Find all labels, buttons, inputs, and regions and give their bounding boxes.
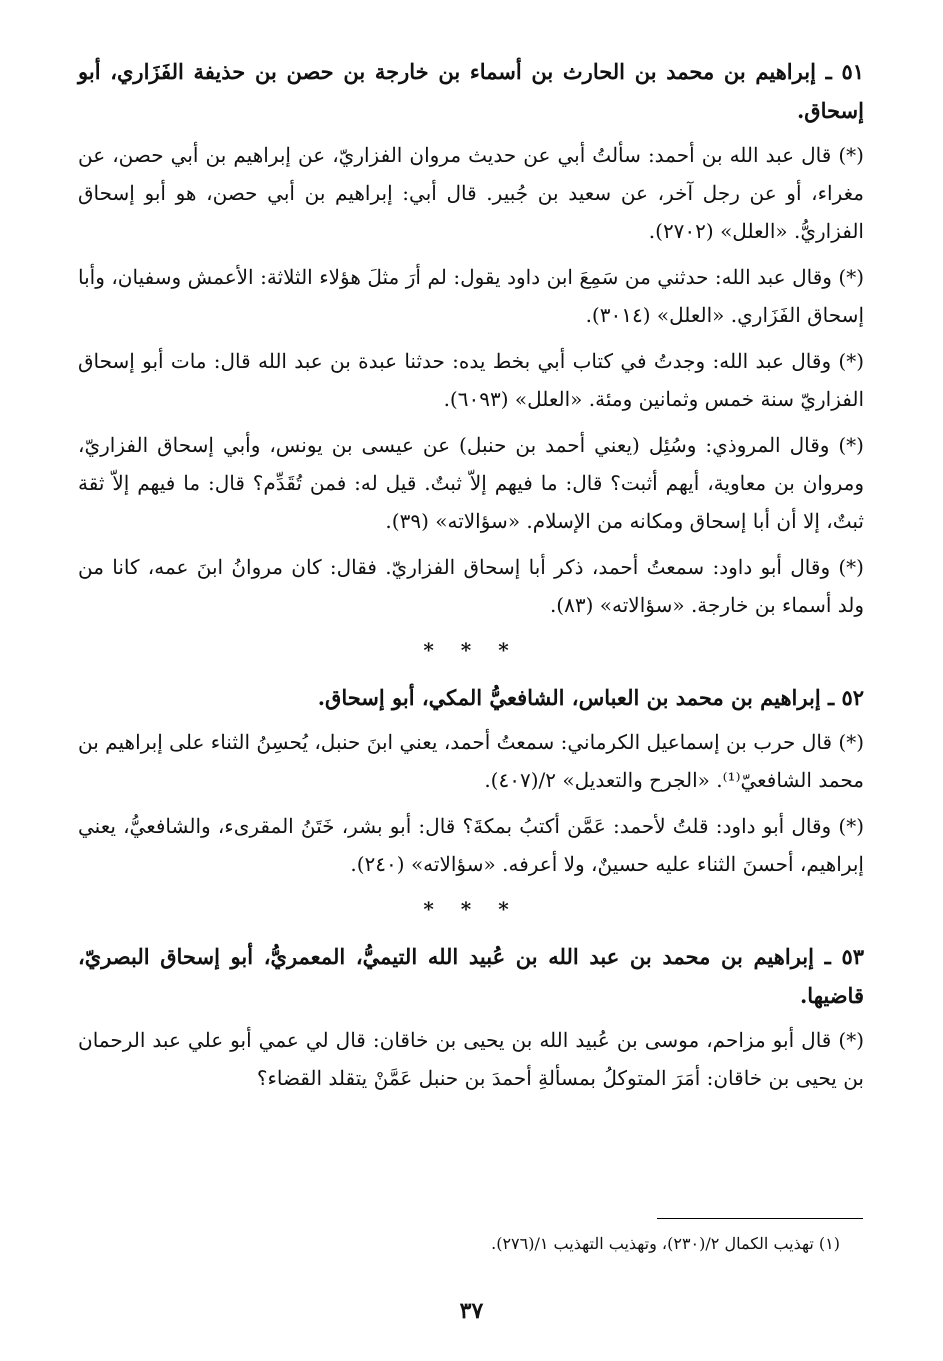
- entry-heading: ٥٢ ـ إبراهيم بن محمد بن العباس، الشافعيُّ المكي، أبو إسحاق.: [317, 685, 864, 710]
- entry-52: [78, 678, 864, 883]
- entry-53: [78, 937, 864, 1097]
- entry-paragraph: (*) قال حرب بن إسماعيل الكرماني: سمعتُ أحمد، يعني ابنَ حنبل، يُحسِنُ الثناء على إبراهيم بن محمد الشافعيّ⁽¹⁾. «الجرح والتعديل» ٢/(٤٠٧).: [78, 730, 864, 792]
- entry-paragraph: (*) قال أبو مزاحم، موسى بن عُبيد الله بن يحيى بن خاقان: قال لي عمي أبو علي عبد الرحمان بن يحيى بن خاقان: أمَرَ المتوكلُ بمسألةِ أحمدَ بن حنبل عَمَّنْ يتقلد القضاء؟: [78, 1028, 864, 1090]
- entry-paragraph: (*) وقال عبد الله: وجدتُ في كتاب أبي بخط يده: حدثنا عبدة بن عبد الله قال: مات أبو إسحاق الفزاريّ سنة خمس وثمانين ومئة. «العلل» (٦٠٩٣).: [78, 349, 864, 411]
- footnote: (١) تهذيب الكمال ٢/(٢٣٠)، وتهذيب التهذيب ١/(٢٧٦).: [491, 1234, 840, 1253]
- entry-paragraph: (*) وقال عبد الله: حدثني من سَمِعَ ابن داود يقول: لم أرَ مثلَ هؤلاء الثلاثة: الأعمش وسفيان، وأبا إسحاق الفَزَاري. «العلل» (٣٠١٤).: [78, 265, 865, 327]
- entry-paragraph: (*) وقال أبو داود: سمعتُ أحمد، ذكر أبا إسحاق الفزاريّ. فقال: كان مروانُ ابنَ عمه، كانا من ولد أسماء بن خارجة. «سؤالاته» (٨٣).: [78, 555, 864, 617]
- entry-heading: ٥١ ـ إبراهيم بن محمد بن الحارث بن أسماء بن خارجة بن حصن بن حذيفة الفَزَاري، أبو إسحاق.: [78, 59, 864, 123]
- footnote-divider: [657, 1218, 863, 1219]
- entry-heading: ٥٣ ـ إبراهيم بن محمد بن عبد الله بن عُبيد الله التيميُّ، المعمريُّ، أبو إسحاق البصريّ، قاضيها.: [78, 944, 864, 1008]
- page-body: [78, 52, 864, 1105]
- page-number: ٣٧: [459, 1298, 484, 1324]
- entry-paragraph: (*) وقال أبو داود: قلتُ لأحمد: عَمَّن أكتبُ بمكةَ؟ قال: أبو بشر، خَتَنُ المقرىء، والشافعيُّ، يعني إبراهيم، أحسنَ الثناء عليه حسينٌ، ولا أعرفه. «سؤالاته» (٢٤٠).: [78, 814, 864, 876]
- entry-paragraph: (*) قال عبد الله بن أحمد: سألتُ أبي عن حديث مروان الفزاريّ، عن إبراهيم بن أبي حصن، عن مغراء، أو عن رجل آخر، عن سعيد بن جُبير. قال أبي: إبراهيم بن أبي حصن، هو أبو إسحاق الفزاريُّ. «العلل» (٢٧٠٢).: [78, 143, 864, 243]
- entry-paragraph: (*) وقال المروذي: وسُئِل (يعني أحمد بن حنبل) عن عيسى بن يونس، وأبي إسحاق الفزاريّ، ومروان بن معاوية، أيهم أثبت؟ قال: ما فيهم إلاّ ثبتٌ. قيل له: فمن تُقَدِّم؟ قال: ما فيهم إلاّ ثقة ثبتٌ، إلا أن أبا إسحاق ومكانه من الإسلام. «سؤالاته» (٣٩).: [78, 433, 864, 533]
- section-separator: * * *: [423, 638, 519, 662]
- section-separator: * * *: [423, 897, 519, 921]
- entry-51: [78, 52, 864, 624]
